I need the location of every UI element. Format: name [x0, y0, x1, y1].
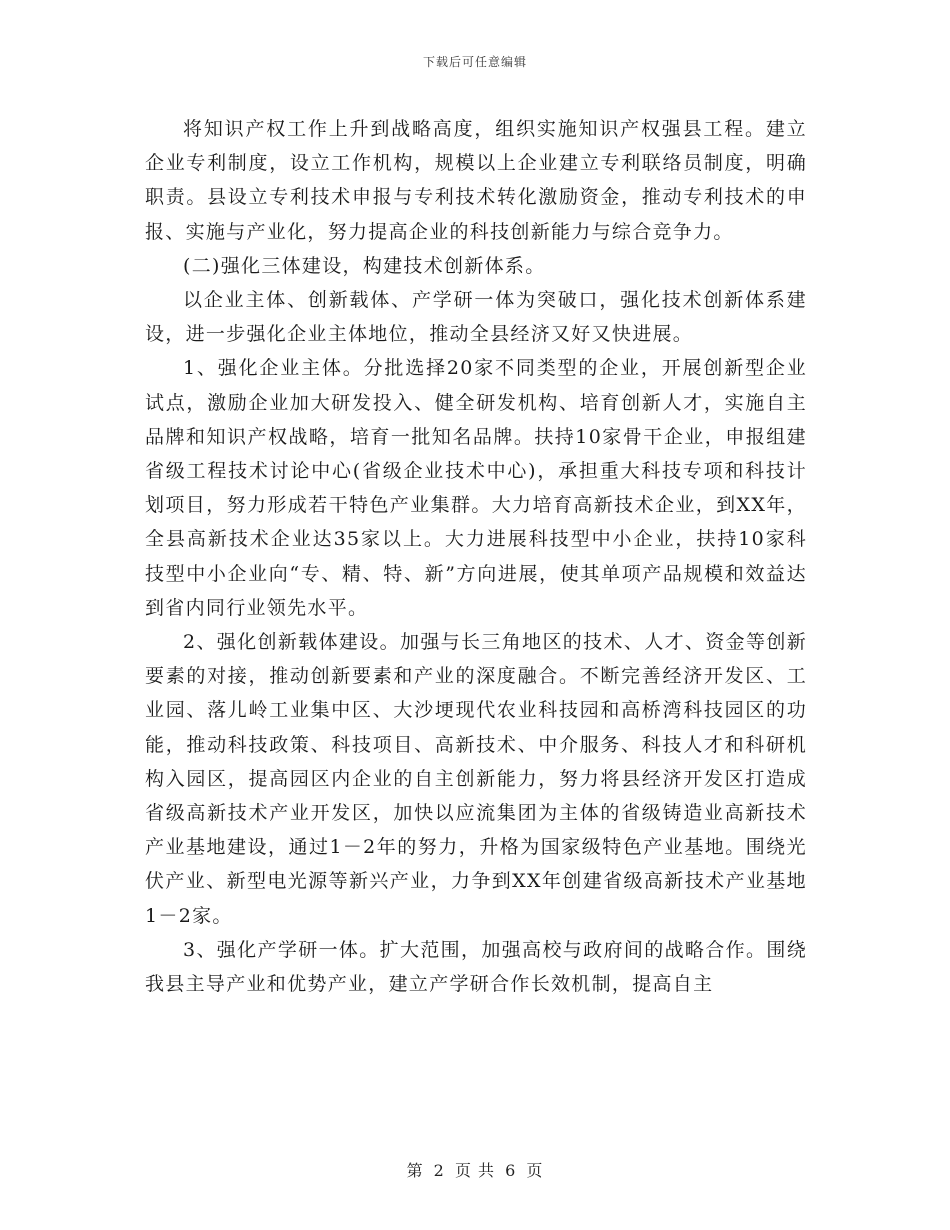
footer-prefix: 第 — [406, 1161, 424, 1180]
footer-middle: 页 共 — [454, 1161, 496, 1180]
section-heading-2: (二)强化三体建设，构建技术创新体系。 — [183, 254, 546, 277]
footer-total-pages: 6 — [505, 1161, 517, 1180]
footer-suffix: 页 — [526, 1161, 544, 1180]
paragraph-innovation-carrier: 2、强化创新载体建设。加强与长三角地区的技术、人才、资金等创新要素的对接，推动创新要素和产业的深度融合。不断完善经济开发区、工业园、落儿岭工业集中区、大沙埂现代农业科技园和高桥湾科技园区的功能，推动科技政策、科技项目、高新技术、中介服务、科技人才和科研机构入园区，提高园区内企业的自主创新能力，努力将县经济开发区打造成省级高新技术产业开发区，加快以应流集团为主体的省级铸造业高新技术产业基地建设，通过1－2年的努力，升格为国家级特色产业基地。围绕光伏产业、新型电光源等新兴产业，力争到XX年创建省级高新技术产业基地1－2家。 — [145, 631, 807, 927]
page-header: 下载后可任意编辑 — [422, 55, 527, 69]
document-body — [145, 112, 807, 1001]
paragraph-ip-strategy: 将知识产权工作上升到战略高度，组织实施知识产权强县工程。建立企业专利制度，设立工作机构，规模以上企业建立专利联络员制度，明确职责。县设立专利技术申报与专利技术转化激励资金，推动专利技术的申报、实施与产业化，努力提高企业的科技创新能力与综合竞争力。 — [145, 118, 807, 243]
page-footer — [0, 1158, 950, 1181]
paragraph-industry-academia: 3、强化产学研一体。扩大范围，加强高校与政府间的战略合作。围绕我县主导产业和优势产业，建立产学研合作长效机制，提高自主 — [145, 938, 807, 996]
footer-current-page: 2 — [433, 1161, 445, 1180]
paragraph-innovation-system: 以企业主体、创新载体、产学研一体为突破口，强化技术创新体系建设，进一步强化企业主体地位，推动全县经济又好又快进展。 — [145, 289, 807, 346]
paragraph-enterprise-subject: 1、强化企业主体。分批选择20家不同类型的企业，开展创新型企业试点，激励企业加大研发投入、健全研发机构、培育创新人才，实施自主品牌和知识产权战略，培育一批知名品牌。扶持10家骨干企业，申报组建省级工程技术讨论中心(省级企业技术中心)，承担重大科技专项和科技计划项目，努力形成若干特色产业集群。大力培育高新技术企业，到XX年，全县高新技术企业达35家以上。大力进展科技型中小企业，扶持10家科技型中小企业向“专、精、特、新”方向进展，使其单项产品规模和效益达到省内同行业领先水平。 — [145, 357, 807, 619]
